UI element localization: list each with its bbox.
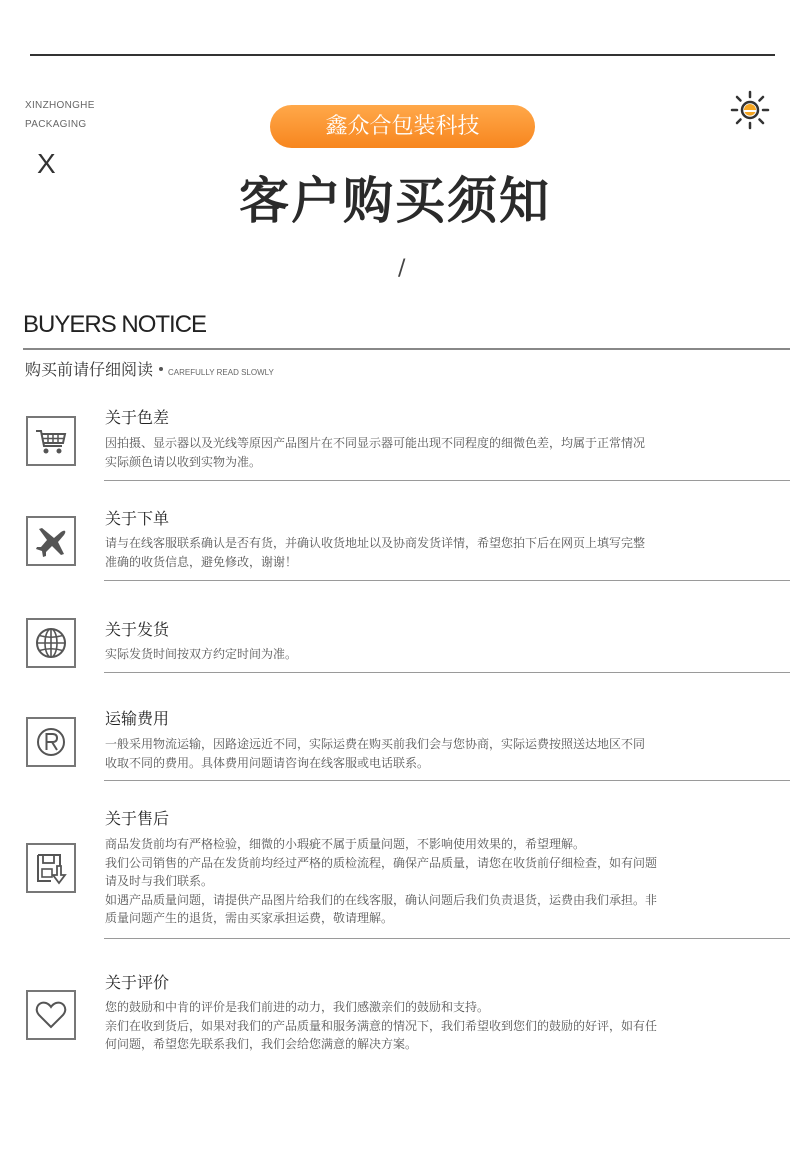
item-line: 准确的收货信息，避免修改，谢谢！ bbox=[105, 554, 298, 569]
top-divider bbox=[30, 54, 775, 56]
item-text bbox=[105, 835, 770, 928]
x-mark: X bbox=[37, 148, 56, 179]
page-title: 客户购买须知 bbox=[239, 172, 551, 230]
item-text bbox=[105, 645, 770, 664]
bullet-dot bbox=[159, 367, 163, 371]
item-text bbox=[105, 534, 770, 571]
item-line: 商品发货前均有严格检验，细微的小瑕疵不属于质量问题，不影响使用效果的，希望理解。 bbox=[105, 837, 586, 851]
item-divider bbox=[104, 938, 790, 939]
item-line: 收取不同的费用。具体费用问题请咨询在线客服或电话联系。 bbox=[105, 755, 430, 770]
brand-pill: 鑫众合包装科技 bbox=[270, 105, 535, 148]
brand-english-line1: XINZHONGHE bbox=[25, 100, 95, 111]
airplane-icon bbox=[34, 524, 68, 558]
icon-box bbox=[26, 717, 76, 767]
item-title: 关于发货 bbox=[105, 620, 170, 639]
save-download-icon bbox=[34, 851, 68, 885]
item-line: 质量问题产生的退货，需由买家承担运费，敬请理解。 bbox=[105, 911, 394, 925]
icon-box bbox=[26, 843, 76, 893]
item-title: 关于色差 bbox=[105, 408, 170, 427]
brand-english bbox=[25, 96, 95, 134]
item-divider bbox=[104, 780, 790, 781]
item-title: 关于售后 bbox=[105, 809, 170, 828]
heart-icon bbox=[34, 998, 68, 1032]
item-line: 亲们在收到货后，如果对我们的产品质量和服务满意的情况下，我们希望收到您们的鼓励的好评，如有任 bbox=[105, 1018, 658, 1033]
item-line: 一般采用物流运输，因路途远近不同，实际运费在购买前我们会与您协商，实际运费按照送达地区不同 bbox=[105, 737, 646, 751]
item-line: 因拍摄、显示器以及光线等原因产品图片在不同显示器可能出现不同程度的细微色差，均属于正常情况 bbox=[105, 436, 646, 450]
item-divider bbox=[104, 480, 790, 481]
brand-english-line2: PACKAGING bbox=[25, 119, 87, 130]
item-text bbox=[105, 735, 770, 772]
item-line: 您的鼓励和中肯的评价是我们前进的动力，我们感激亲们的鼓励和支持。 bbox=[105, 1000, 490, 1014]
registered-icon bbox=[34, 725, 68, 759]
item-text bbox=[105, 998, 770, 1054]
item-line: 我们公司销售的产品在发货前均经过严格的质检流程，确保产品质量，请您在收货前仔细检查，如有问题 bbox=[105, 855, 658, 870]
item-line: 请及时与我们联系。 bbox=[105, 874, 214, 888]
subtitle-english: CAREFULLY READ SLOWLY bbox=[168, 368, 274, 377]
icon-box bbox=[26, 990, 76, 1040]
item-divider bbox=[104, 580, 790, 581]
item-line: 何问题，希望您先联系我们，我们会给您满意的解决方案。 bbox=[105, 1037, 418, 1051]
item-title: 运输费用 bbox=[105, 709, 170, 728]
item-line: 实际颜色请以收到实物为准。 bbox=[105, 454, 262, 469]
icon-box bbox=[26, 516, 76, 566]
globe-icon bbox=[34, 626, 68, 660]
item-line: 实际发货时间按双方约定时间为准。 bbox=[105, 647, 298, 661]
section-divider bbox=[23, 348, 790, 350]
item-title: 关于下单 bbox=[105, 509, 170, 528]
shopping-cart-icon bbox=[34, 424, 68, 458]
title-slash: / bbox=[398, 256, 406, 281]
english-title: BUYERS NOTICE bbox=[23, 311, 207, 338]
subtitle-chinese: 购买前请仔细阅读 bbox=[25, 360, 154, 379]
item-line: 请与在线客服联系确认是否有货，并确认收货地址以及协商发货详情，希望您拍下后在网页上填写完整 bbox=[105, 536, 646, 550]
icon-box bbox=[26, 618, 76, 668]
item-divider bbox=[104, 672, 790, 673]
sun-icon bbox=[730, 90, 770, 130]
item-text bbox=[105, 434, 770, 471]
subtitle-row bbox=[25, 357, 274, 380]
item-line: 如遇产品质量问题，请提供产品图片给我们的在线客服，确认问题后我们负责退货，运费由我们承担。非 bbox=[105, 892, 658, 907]
item-title: 关于评价 bbox=[105, 973, 170, 992]
icon-box bbox=[26, 416, 76, 466]
